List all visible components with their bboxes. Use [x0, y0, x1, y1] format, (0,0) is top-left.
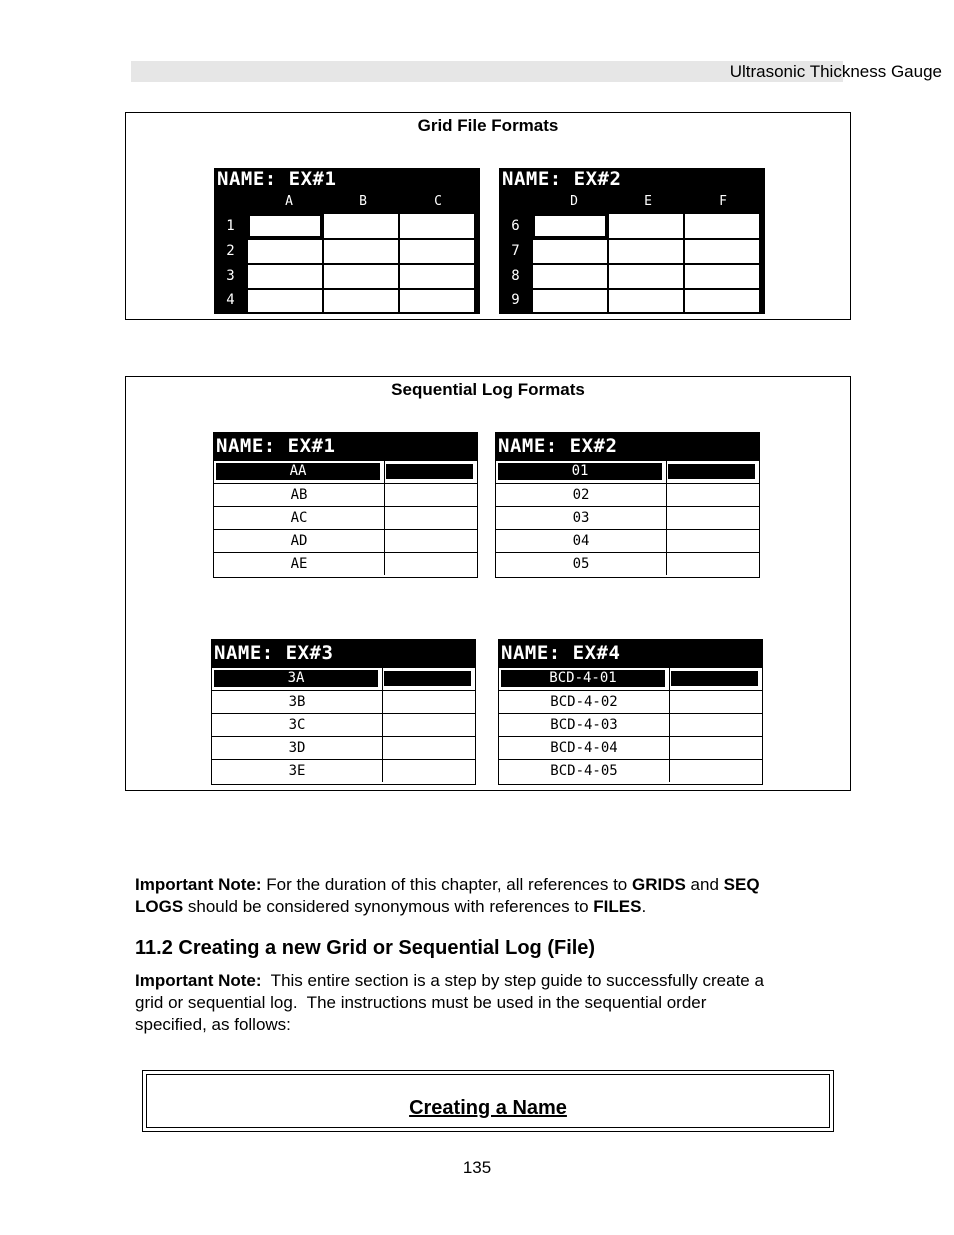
grid-column-header: B: [359, 194, 367, 209]
grid-formats-title: Grid File Formats: [417, 116, 559, 135]
seq-log-row: [214, 529, 477, 552]
note-keyword-seq: SEQ: [723, 875, 760, 894]
note-text: This entire section is a step by step guide to successfully create a: [261, 971, 764, 990]
grid-row-label: 6: [511, 218, 520, 234]
grid-formats-frame: [125, 112, 851, 320]
seq-log-value-selected: [386, 464, 473, 479]
seq-log-item: AE: [214, 553, 385, 575]
seq-log-item: 3E: [212, 760, 383, 782]
seq-log-row: [499, 713, 762, 736]
seq-log-row: [496, 529, 759, 552]
grid-screen-2: [499, 168, 765, 314]
seq-log-screen-3: [211, 639, 476, 785]
seq-log-item: AC: [214, 507, 385, 529]
grid-cell: [400, 214, 474, 238]
note-label: Important Note:: [135, 971, 262, 990]
note-text: specified, as follows:: [135, 1015, 291, 1034]
seq-log-row: [496, 483, 759, 506]
grid-screen-name: NAME: EX#1: [217, 168, 337, 190]
seq-log-value-selected: [671, 671, 758, 686]
grid-cell: [609, 290, 683, 312]
grid-cell: [609, 265, 683, 288]
grid-screen-1: [214, 168, 480, 314]
seq-log-item: 03: [496, 507, 667, 529]
grid-cell: [609, 214, 683, 238]
note-label: Important Note:: [135, 875, 262, 894]
grid-cell-selected: [248, 214, 322, 238]
important-note-1: [135, 874, 835, 918]
grid-cell: [248, 290, 322, 312]
section-heading: 11.2 Creating a new Grid or Sequential Log (File): [135, 937, 596, 959]
grid-cell: [533, 265, 607, 288]
note-text: For the duration of this chapter, all references to: [261, 875, 632, 894]
seq-log-name: NAME: EX#3: [212, 640, 475, 667]
seq-log-item: 3D: [212, 737, 383, 759]
seq-log-name: NAME: EX#1: [214, 433, 477, 460]
seq-log-item: BCD-4-04: [499, 737, 670, 759]
grid-cell: [533, 240, 607, 263]
seq-log-row: [212, 713, 475, 736]
seq-log-item: BCD-4-03: [499, 714, 670, 736]
seq-log-row-selected: [499, 667, 762, 690]
seq-log-value-selected: [668, 464, 755, 479]
seq-log-item: AA: [216, 463, 380, 480]
seq-log-row-selected: [496, 460, 759, 483]
note-keyword-logs: LOGS: [135, 897, 184, 916]
grid-screen-name: NAME: EX#2: [502, 168, 622, 190]
grid-row-label: 1: [226, 218, 235, 234]
grid-cell: [609, 240, 683, 263]
grid-cell: [324, 240, 398, 263]
seq-log-row: [496, 506, 759, 529]
seq-log-item: BCD-4-01: [501, 670, 665, 687]
seq-log-row: [212, 690, 475, 713]
grid-row-label: 3: [226, 268, 235, 284]
seq-log-item: AB: [214, 484, 385, 506]
seq-log-row: [214, 506, 477, 529]
grid-cell: [324, 214, 398, 238]
creating-name-title: Creating a Name: [409, 1097, 567, 1119]
grid-row-label: 8: [511, 268, 520, 284]
seq-log-row: [214, 552, 477, 575]
creating-name-box-inner: [146, 1074, 830, 1128]
note-text: should be considered synonymous with references to: [183, 897, 594, 916]
grid-cell: [685, 265, 759, 288]
header-title: Ultrasonic Thickness Gauge: [729, 62, 942, 81]
grid-row-label: 9: [511, 292, 520, 308]
grid-cell: [685, 214, 759, 238]
seq-log-item: 3B: [212, 691, 383, 713]
seq-log-item: 05: [496, 553, 667, 575]
seq-log-item: AD: [214, 530, 385, 552]
seq-log-item: 01: [498, 463, 662, 480]
grid-cell: [400, 265, 474, 288]
grid-cell: [324, 290, 398, 312]
seq-log-value-selected: [384, 671, 471, 686]
important-note-2: [135, 970, 845, 1036]
grid-row-label: 4: [226, 292, 235, 308]
grid-row-label: 7: [511, 243, 520, 259]
seq-log-item: BCD-4-02: [499, 691, 670, 713]
creating-name-box: [142, 1070, 834, 1132]
grid-row-label: 2: [226, 243, 235, 259]
seq-log-item: 3A: [214, 670, 378, 687]
seq-log-row: [496, 552, 759, 575]
grid-cell: [324, 265, 398, 288]
seq-log-item: 3C: [212, 714, 383, 736]
seq-log-item: 02: [496, 484, 667, 506]
grid-cell: [248, 240, 322, 263]
note-text: grid or sequential log. The instructions must be used in the sequential order: [135, 993, 707, 1012]
seq-log-name: NAME: EX#2: [496, 433, 759, 460]
note-keyword-files: FILES: [593, 897, 642, 916]
seq-log-row: [212, 759, 475, 782]
seq-log-row-selected: [214, 460, 477, 483]
grid-cell: [685, 240, 759, 263]
seq-log-row: [499, 690, 762, 713]
grid-column-header: F: [719, 194, 727, 209]
grid-cell-selected: [533, 214, 607, 238]
seq-log-item: BCD-4-05: [499, 760, 670, 782]
note-keyword-grids: GRIDS: [631, 875, 686, 894]
grid-column-header: E: [644, 194, 652, 209]
seq-log-screen-4: [498, 639, 763, 785]
seq-log-row: [214, 483, 477, 506]
grid-column-header: D: [570, 194, 578, 209]
seq-log-row: [212, 736, 475, 759]
grid-column-header: A: [285, 194, 293, 209]
grid-cell: [685, 290, 759, 312]
seq-log-row: [499, 759, 762, 782]
grid-cell: [400, 240, 474, 263]
grid-cell: [533, 290, 607, 312]
seq-formats-title: Sequential Log Formats: [391, 380, 585, 399]
seq-log-row: [499, 736, 762, 759]
page-number: 135: [462, 1158, 492, 1177]
note-text: and: [685, 875, 724, 894]
seq-log-row-selected: [212, 667, 475, 690]
note-text: .: [641, 897, 647, 916]
seq-formats-frame: [125, 376, 851, 791]
seq-log-screen-1: [213, 432, 478, 578]
grid-column-header: C: [434, 194, 442, 209]
grid-cell: [248, 265, 322, 288]
seq-log-screen-2: [495, 432, 760, 578]
seq-log-item: 04: [496, 530, 667, 552]
seq-log-name: NAME: EX#4: [499, 640, 762, 667]
grid-cell: [400, 290, 474, 312]
